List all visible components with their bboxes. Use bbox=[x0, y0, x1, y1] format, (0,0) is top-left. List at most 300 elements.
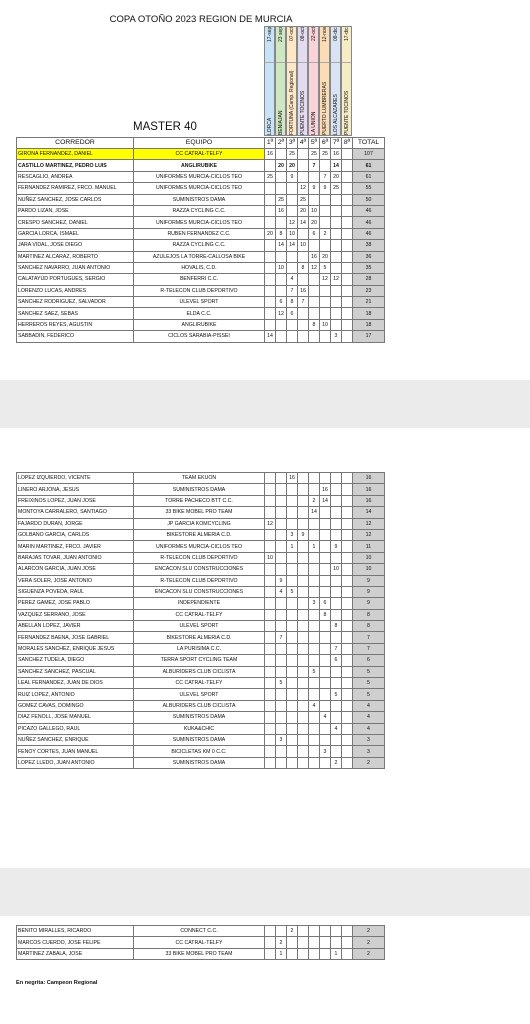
stage-points: 20 bbox=[298, 205, 309, 216]
stage-points bbox=[287, 319, 298, 330]
stage-points bbox=[287, 948, 298, 959]
stage-points bbox=[342, 251, 353, 262]
stage-points: 12 bbox=[320, 274, 331, 285]
stage-points bbox=[276, 643, 287, 654]
stage-points bbox=[320, 205, 331, 216]
total-points: 61 bbox=[353, 160, 385, 171]
total-points: 46 bbox=[353, 205, 385, 216]
team-name: RAZZA CYCLING C.C. bbox=[134, 205, 265, 216]
stage-points bbox=[276, 251, 287, 262]
table-row bbox=[17, 632, 385, 643]
stage-points: 20 bbox=[287, 160, 298, 171]
page-title: COPA OTOÑO 2023 REGION DE MURCIA bbox=[109, 14, 293, 25]
rider-name: PARDO LIZAN, JOSE bbox=[17, 205, 134, 216]
stage-points bbox=[276, 564, 287, 575]
stage-points bbox=[309, 734, 320, 745]
stage-points bbox=[342, 586, 353, 597]
stage-points bbox=[265, 689, 276, 700]
column-header-stage: 2ª bbox=[276, 138, 287, 149]
stage-points bbox=[276, 689, 287, 700]
stage-points bbox=[342, 948, 353, 959]
column-header-stage: 6ª bbox=[320, 138, 331, 149]
stage-points bbox=[331, 205, 342, 216]
rider-name: MORALES SANCHEZ, ENRIQUE JESUS bbox=[17, 643, 134, 654]
stage-points bbox=[265, 308, 276, 319]
stage-points: 2 bbox=[309, 495, 320, 506]
rider-name: PEREZ GAMEZ, JOSE PABLO bbox=[17, 598, 134, 609]
stage-points: 6 bbox=[309, 228, 320, 239]
stage-points: 10 bbox=[309, 205, 320, 216]
team-name: SUMINISTROS DAMA bbox=[134, 484, 265, 495]
stage-points bbox=[342, 666, 353, 677]
stage-points: 16 bbox=[265, 149, 276, 160]
stage-points bbox=[320, 655, 331, 666]
rider-name: GOMEZ CAVAS, DOMINGO bbox=[17, 700, 134, 711]
stage-points bbox=[265, 274, 276, 285]
stage-points: 10 bbox=[320, 319, 331, 330]
stage-points: 14 bbox=[309, 507, 320, 518]
stage-points bbox=[265, 205, 276, 216]
rider-name: SIGUENZA POVEDA, RAUL bbox=[17, 586, 134, 597]
stage-points bbox=[320, 666, 331, 677]
stage-points bbox=[287, 331, 298, 342]
stage-points bbox=[309, 723, 320, 734]
stage-points bbox=[309, 655, 320, 666]
standings-table-3 bbox=[16, 925, 385, 960]
stage-points bbox=[287, 495, 298, 506]
standings-table-1 bbox=[16, 137, 385, 343]
race-date: 22-oct bbox=[311, 27, 317, 41]
stage-points bbox=[320, 700, 331, 711]
rider-name: SANCHEZ SANCHEZ, PASCUAL bbox=[17, 666, 134, 677]
stage-points: 20 bbox=[309, 217, 320, 228]
table-row bbox=[17, 552, 385, 563]
rider-name: ALARCON GARCIA, JUAN JOSE bbox=[17, 564, 134, 575]
stage-points bbox=[265, 598, 276, 609]
stage-points: 7 bbox=[276, 632, 287, 643]
stage-points bbox=[342, 712, 353, 723]
category-title: MASTER 40 bbox=[133, 121, 197, 133]
stage-points bbox=[342, 926, 353, 937]
team-name: UNIFORMES MURCIA-CICLOS TEO bbox=[134, 541, 265, 552]
stage-points bbox=[276, 518, 287, 529]
stage-points: 10 bbox=[298, 240, 309, 251]
stage-points bbox=[265, 586, 276, 597]
stage-points bbox=[331, 308, 342, 319]
race-date: 17-dic bbox=[344, 27, 350, 41]
rider-name: FAJARDO DURAN, JORGE bbox=[17, 518, 134, 529]
table-row bbox=[17, 331, 385, 342]
stage-points bbox=[342, 484, 353, 495]
stage-points: 3 bbox=[331, 331, 342, 342]
rider-name: LEAL FERNANDEZ, JUAN DE DIOS bbox=[17, 678, 134, 689]
stage-points bbox=[320, 552, 331, 563]
stage-points bbox=[320, 586, 331, 597]
stage-points bbox=[298, 598, 309, 609]
stage-points bbox=[265, 926, 276, 937]
stage-points bbox=[320, 643, 331, 654]
stage-points bbox=[265, 678, 276, 689]
stage-points bbox=[309, 621, 320, 632]
team-name: CC CATRAL-TELFY bbox=[134, 149, 265, 160]
stage-points bbox=[298, 700, 309, 711]
stage-points: 4 bbox=[320, 712, 331, 723]
rider-name: CRESPO SANCHEZ, DANIEL bbox=[17, 217, 134, 228]
total-points: 2 bbox=[353, 757, 385, 768]
rider-name: SANCHEZ TUDELA, DIEGO bbox=[17, 655, 134, 666]
table-row bbox=[17, 228, 385, 239]
team-name: SUMINISTROS DAMA bbox=[134, 712, 265, 723]
stage-points: 12 bbox=[276, 308, 287, 319]
stage-points bbox=[320, 507, 331, 518]
stage-points bbox=[276, 609, 287, 620]
table-row bbox=[17, 621, 385, 632]
stage-points: 14 bbox=[331, 160, 342, 171]
stage-points bbox=[276, 541, 287, 552]
rider-name: SABBADIN, FEDERICO bbox=[17, 331, 134, 342]
stage-points: 16 bbox=[287, 473, 298, 484]
stage-points bbox=[331, 700, 342, 711]
table-row bbox=[17, 160, 385, 171]
stage-points bbox=[309, 746, 320, 757]
standings-table-2 bbox=[16, 472, 385, 769]
stage-points bbox=[331, 609, 342, 620]
stage-points: 3 bbox=[276, 734, 287, 745]
race-name: LORCA bbox=[267, 117, 273, 135]
rider-name: FERNANDEZ BAENA, JOSE GABRIEL bbox=[17, 632, 134, 643]
stage-points bbox=[265, 666, 276, 677]
stage-points: 7 bbox=[320, 171, 331, 182]
stage-points bbox=[298, 495, 309, 506]
team-name: SUMINISTROS DAMA bbox=[134, 194, 265, 205]
stage-points: 6 bbox=[320, 598, 331, 609]
team-name: TERRA SPORT CYCLING TEAM bbox=[134, 655, 265, 666]
stage-points bbox=[265, 529, 276, 540]
total-points: 5 bbox=[353, 678, 385, 689]
stage-points bbox=[331, 575, 342, 586]
table-row bbox=[17, 529, 385, 540]
rider-name: CALATAYUD PORTUGUES, SERGIO bbox=[17, 274, 134, 285]
stage-points bbox=[342, 262, 353, 273]
stage-points bbox=[309, 712, 320, 723]
stage-points: 8 bbox=[287, 297, 298, 308]
race-header-2 bbox=[275, 26, 286, 136]
stage-points bbox=[342, 473, 353, 484]
column-header-total: TOTAL bbox=[353, 138, 385, 149]
stage-points bbox=[276, 319, 287, 330]
race-name: LA UNION bbox=[311, 111, 317, 135]
stage-points bbox=[265, 643, 276, 654]
stage-points bbox=[298, 723, 309, 734]
stage-points bbox=[309, 297, 320, 308]
stage-points: 5 bbox=[309, 666, 320, 677]
stage-points bbox=[309, 757, 320, 768]
stage-points bbox=[342, 297, 353, 308]
stage-points: 5 bbox=[331, 689, 342, 700]
total-points: 55 bbox=[353, 183, 385, 194]
stage-points: 9 bbox=[276, 575, 287, 586]
team-name: ULEVEL SPORT bbox=[134, 621, 265, 632]
team-name: LA PURISIMA C.C. bbox=[134, 643, 265, 654]
stage-points bbox=[342, 194, 353, 205]
stage-points bbox=[320, 285, 331, 296]
table-row bbox=[17, 240, 385, 251]
stage-points bbox=[320, 331, 331, 342]
stage-points bbox=[298, 575, 309, 586]
column-header-stage: 1ª bbox=[265, 138, 276, 149]
stage-points: 1 bbox=[287, 541, 298, 552]
stage-points: 25 bbox=[276, 194, 287, 205]
team-name: CC CATRAL-TELFY bbox=[134, 609, 265, 620]
stage-points bbox=[342, 609, 353, 620]
total-points: 11 bbox=[353, 541, 385, 552]
table-row bbox=[17, 171, 385, 182]
stage-points bbox=[265, 723, 276, 734]
table-row bbox=[17, 541, 385, 552]
stage-points bbox=[309, 529, 320, 540]
table-row bbox=[17, 473, 385, 484]
stage-points: 5 bbox=[287, 586, 298, 597]
team-name: BICICLETAS KM 0 C.C. bbox=[134, 746, 265, 757]
stage-points: 14 bbox=[265, 331, 276, 342]
table-row bbox=[17, 308, 385, 319]
stage-points bbox=[265, 937, 276, 948]
stage-points bbox=[342, 757, 353, 768]
rider-name: NUÑEZ SANCHEZ, ENRIQUE bbox=[17, 734, 134, 745]
total-points: 16 bbox=[353, 473, 385, 484]
stage-points bbox=[309, 240, 320, 251]
stage-points: 25 bbox=[298, 194, 309, 205]
team-name: CICLOS SARABIA-PISSEI bbox=[134, 331, 265, 342]
stage-points bbox=[331, 473, 342, 484]
stage-points bbox=[298, 586, 309, 597]
stage-points bbox=[298, 160, 309, 171]
stage-points bbox=[287, 689, 298, 700]
team-name: R-TELECON CLUB DEPORTIVO bbox=[134, 285, 265, 296]
stage-points: 9 bbox=[298, 529, 309, 540]
stage-points bbox=[265, 160, 276, 171]
stage-points bbox=[265, 575, 276, 586]
total-points: 18 bbox=[353, 319, 385, 330]
rider-name: DIAZ FENOLL, JOSE MANUEL bbox=[17, 712, 134, 723]
team-name: ANGLIRUBIKE bbox=[134, 319, 265, 330]
stage-points bbox=[276, 926, 287, 937]
stage-points bbox=[298, 609, 309, 620]
stage-points bbox=[265, 262, 276, 273]
stage-points bbox=[265, 757, 276, 768]
stage-points bbox=[298, 251, 309, 262]
stage-points bbox=[276, 700, 287, 711]
stage-points bbox=[276, 757, 287, 768]
stage-points bbox=[287, 575, 298, 586]
stage-points bbox=[298, 746, 309, 757]
team-name: ALBURIDERS CLUB CICLISTA bbox=[134, 700, 265, 711]
stage-points: 9 bbox=[309, 183, 320, 194]
rider-name: MARCOS CUERDO, JOSE FELIPE bbox=[17, 937, 134, 948]
stage-points: 4 bbox=[309, 700, 320, 711]
stage-points bbox=[309, 552, 320, 563]
stage-points bbox=[265, 746, 276, 757]
stage-points: 20 bbox=[320, 251, 331, 262]
stage-points bbox=[298, 689, 309, 700]
total-points: 2 bbox=[353, 926, 385, 937]
race-date: 23 sep bbox=[278, 27, 284, 43]
stage-points bbox=[265, 495, 276, 506]
stage-points bbox=[320, 541, 331, 552]
team-name: 33 BIKE MOBEL PRO TEAM bbox=[134, 948, 265, 959]
stage-points bbox=[342, 655, 353, 666]
stage-points bbox=[276, 655, 287, 666]
team-name: TORRE PACHECO BTT C.C. bbox=[134, 495, 265, 506]
table-row bbox=[17, 655, 385, 666]
race-name: FORTUNA (Camp. Regional) bbox=[289, 70, 295, 135]
rider-name: GOLBANO GARCIA, CARLOS bbox=[17, 529, 134, 540]
stage-points bbox=[298, 643, 309, 654]
race-date: 17-sep bbox=[267, 27, 273, 43]
total-points: 12 bbox=[353, 518, 385, 529]
team-name: AZULEJOS LA TORRE-CALLOSA BIKE bbox=[134, 251, 265, 262]
stage-points: 2 bbox=[320, 228, 331, 239]
stage-points bbox=[320, 564, 331, 575]
stage-points bbox=[298, 757, 309, 768]
stage-points bbox=[342, 319, 353, 330]
stage-points bbox=[342, 495, 353, 506]
stage-points bbox=[320, 575, 331, 586]
stage-points bbox=[331, 297, 342, 308]
stage-points bbox=[331, 666, 342, 677]
team-name: RAZZA CYCLING C.C. bbox=[134, 240, 265, 251]
stage-points bbox=[298, 171, 309, 182]
stage-points: 8 bbox=[298, 262, 309, 273]
stage-points bbox=[287, 655, 298, 666]
table-row bbox=[17, 149, 385, 160]
total-points: 8 bbox=[353, 621, 385, 632]
stage-points bbox=[342, 734, 353, 745]
stage-points bbox=[265, 632, 276, 643]
race-date: 12-nov bbox=[322, 27, 328, 43]
stage-points: 9 bbox=[331, 541, 342, 552]
column-header-team: EQUIPO bbox=[134, 138, 265, 149]
stage-points bbox=[320, 160, 331, 171]
stage-points bbox=[309, 564, 320, 575]
stage-points bbox=[331, 552, 342, 563]
stage-points: 12 bbox=[298, 183, 309, 194]
stage-points bbox=[298, 678, 309, 689]
stage-points: 10 bbox=[287, 228, 298, 239]
stage-points bbox=[309, 194, 320, 205]
stage-points: 2 bbox=[276, 937, 287, 948]
table-row bbox=[17, 678, 385, 689]
stage-points: 12 bbox=[287, 217, 298, 228]
rider-name: LOPEZ LLEDO, JUAN ANTONIO bbox=[17, 757, 134, 768]
total-points: 14 bbox=[353, 507, 385, 518]
table-row bbox=[17, 575, 385, 586]
stage-points: 25 bbox=[309, 149, 320, 160]
stage-points bbox=[298, 308, 309, 319]
table-row bbox=[17, 484, 385, 495]
stage-points bbox=[276, 529, 287, 540]
stage-points: 3 bbox=[309, 598, 320, 609]
stage-points bbox=[342, 240, 353, 251]
team-name: CC CATRAL-TELFY bbox=[134, 937, 265, 948]
team-name: RUBEN FERNANDEZ C.C. bbox=[134, 228, 265, 239]
column-header-stage: 8ª bbox=[342, 138, 353, 149]
table-row bbox=[17, 643, 385, 654]
table-row bbox=[17, 948, 385, 959]
stage-points: 6 bbox=[276, 297, 287, 308]
team-name: 33 BIKE MOBEL PRO TEAM bbox=[134, 507, 265, 518]
rider-name: RUIZ LOPEZ, ANTONIO bbox=[17, 689, 134, 700]
rider-name: BENITO MIRALLES, RICARDO bbox=[17, 926, 134, 937]
stage-points bbox=[342, 228, 353, 239]
stage-points bbox=[331, 495, 342, 506]
stage-points bbox=[287, 598, 298, 609]
total-points: 107 bbox=[353, 149, 385, 160]
total-points: 3 bbox=[353, 734, 385, 745]
team-name: BIKESTORE ALMERIA C.D. bbox=[134, 529, 265, 540]
stage-points bbox=[287, 205, 298, 216]
rider-name: MARTINEZ ALCARAZ, ROBERTO bbox=[17, 251, 134, 262]
stage-points bbox=[331, 228, 342, 239]
stage-points bbox=[298, 149, 309, 160]
stage-points bbox=[309, 937, 320, 948]
stage-points bbox=[331, 598, 342, 609]
stage-points bbox=[265, 240, 276, 251]
stage-points bbox=[320, 529, 331, 540]
table-row bbox=[17, 609, 385, 620]
stage-points bbox=[287, 552, 298, 563]
team-name: ULEVEL SPORT bbox=[134, 297, 265, 308]
stage-points bbox=[265, 507, 276, 518]
total-points: 4 bbox=[353, 712, 385, 723]
team-name: JP GARCIA KOMCYCLING bbox=[134, 518, 265, 529]
stage-points bbox=[331, 507, 342, 518]
total-points: 46 bbox=[353, 217, 385, 228]
stage-points: 6 bbox=[287, 308, 298, 319]
table-row bbox=[17, 712, 385, 723]
stage-points: 3 bbox=[320, 746, 331, 757]
stage-points bbox=[298, 518, 309, 529]
stage-points bbox=[320, 473, 331, 484]
rider-name: SANCHEZ NAVARRO, JUAN ANTONIO bbox=[17, 262, 134, 273]
total-points: 4 bbox=[353, 700, 385, 711]
stage-points bbox=[287, 621, 298, 632]
stage-points bbox=[265, 194, 276, 205]
team-name: INDEPENDIENTE bbox=[134, 598, 265, 609]
stage-points: 12 bbox=[265, 518, 276, 529]
stage-points bbox=[265, 541, 276, 552]
rider-name: VERA SOLER, JOSE ANTONIO bbox=[17, 575, 134, 586]
page-separator bbox=[0, 380, 530, 428]
total-points: 5 bbox=[353, 666, 385, 677]
stage-points bbox=[287, 734, 298, 745]
team-name: TEAM EKUON bbox=[134, 473, 265, 484]
total-points: 10 bbox=[353, 564, 385, 575]
stage-points bbox=[276, 598, 287, 609]
total-points: 3 bbox=[353, 746, 385, 757]
rider-name: PICAZO GALLEGO, RAUL bbox=[17, 723, 134, 734]
team-name: ULEVEL SPORT bbox=[134, 689, 265, 700]
stage-points: 12 bbox=[331, 274, 342, 285]
total-points: 23 bbox=[353, 285, 385, 296]
stage-points: 10 bbox=[265, 552, 276, 563]
race-header-8 bbox=[341, 26, 352, 136]
stage-points bbox=[265, 473, 276, 484]
stage-points bbox=[298, 926, 309, 937]
stage-points bbox=[320, 937, 331, 948]
total-points: 16 bbox=[353, 484, 385, 495]
total-points: 2 bbox=[353, 948, 385, 959]
